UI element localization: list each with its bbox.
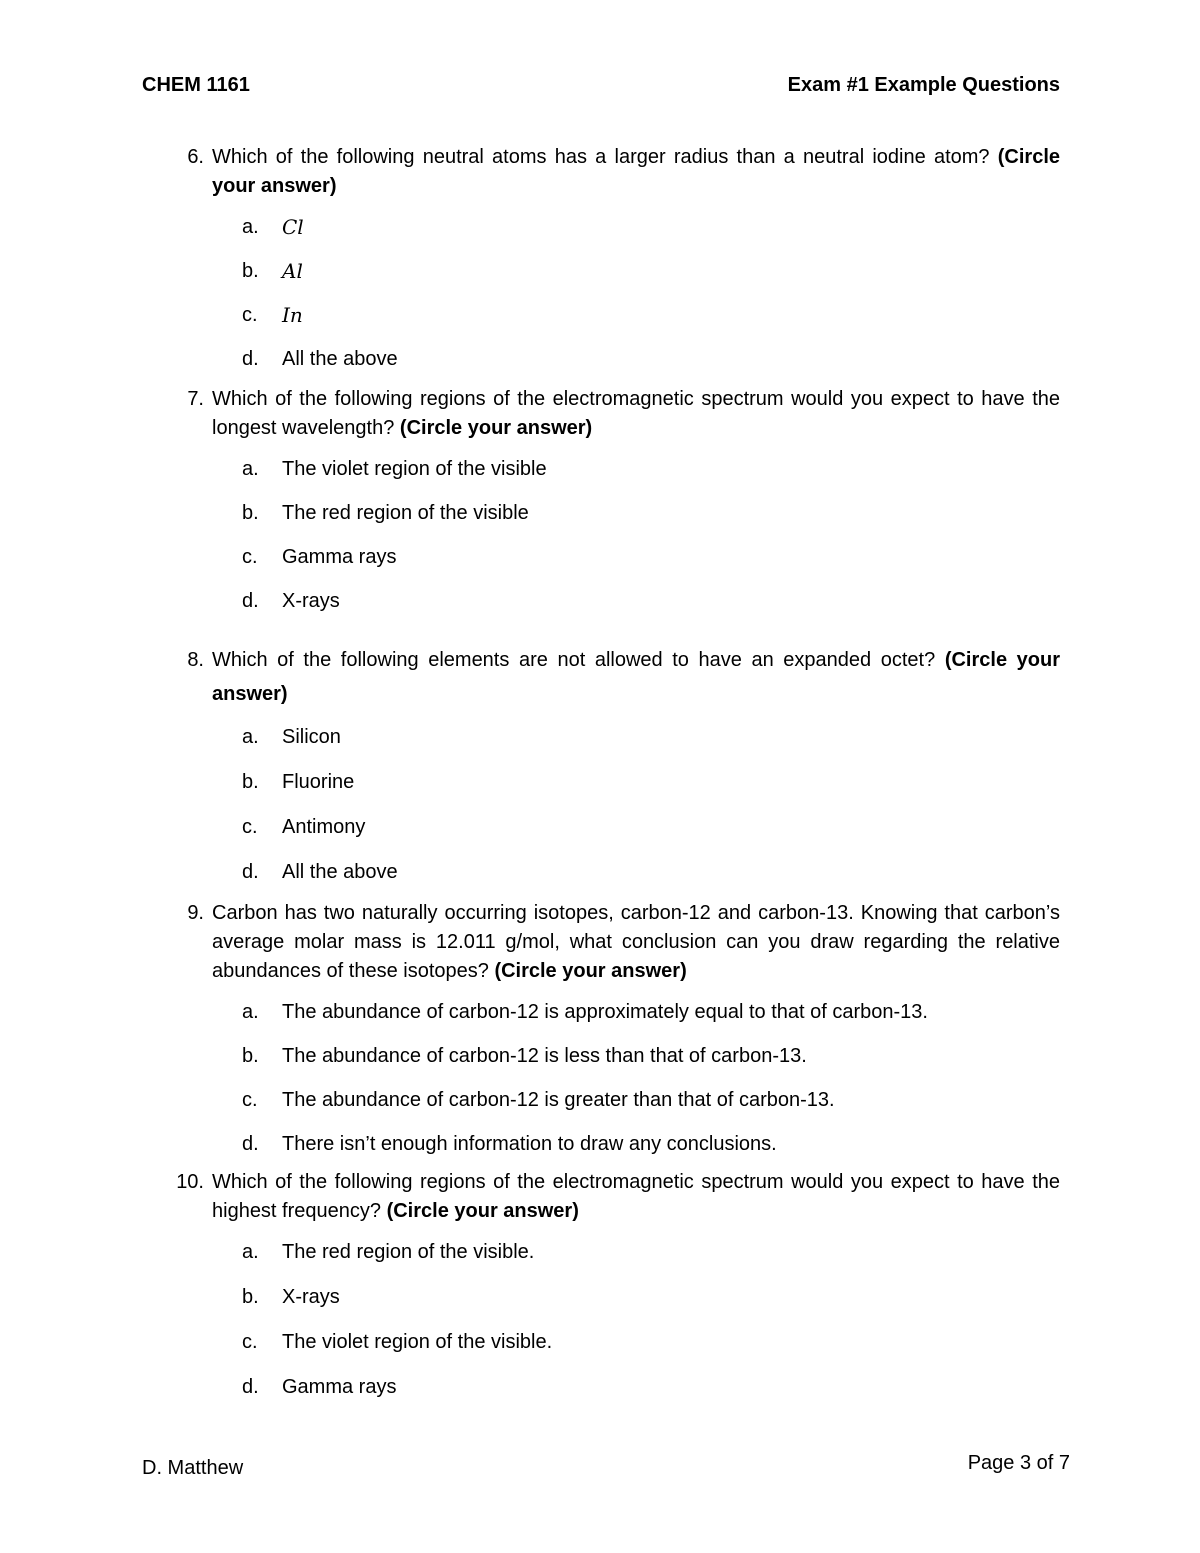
option-text: The violet region of the visible. — [282, 1331, 553, 1353]
option-text: X-rays — [282, 590, 340, 612]
option-letter: a. — [242, 1001, 259, 1023]
question-text: Which of the following regions of the electromagnetic spectrum would you expect to have the highest frequency? — [212, 1171, 1060, 1222]
option-a[interactable] — [142, 213, 1060, 242]
question-10 — [142, 1168, 1060, 1417]
option-letter: a. — [242, 216, 259, 238]
option-text: Silicon — [282, 726, 341, 748]
option-b[interactable] — [142, 768, 1060, 797]
question-8-prompt — [142, 643, 1060, 711]
question-6 — [142, 143, 1060, 389]
question-instruction: (Circle your answer) — [212, 146, 1061, 197]
option-letter: b. — [242, 1045, 259, 1067]
question-instruction: (Circle your answer) — [399, 417, 593, 439]
option-text: The violet region of the visible — [282, 458, 547, 480]
option-d[interactable] — [142, 1130, 1060, 1159]
option-text: X-rays — [282, 1286, 340, 1308]
option-letter: a. — [242, 458, 259, 480]
question-10-prompt — [142, 1168, 1060, 1226]
option-letter: d. — [242, 861, 259, 883]
question-number: 6. — [187, 146, 204, 168]
question-instruction: (Circle your answer) — [494, 960, 687, 982]
option-c[interactable] — [142, 543, 1060, 572]
option-d[interactable] — [142, 587, 1060, 616]
option-text: Gamma rays — [282, 546, 397, 568]
option-a[interactable] — [142, 723, 1060, 752]
question-number: 8. — [187, 649, 204, 671]
option-b[interactable] — [142, 1042, 1060, 1071]
option-text: Antimony — [282, 816, 366, 838]
option-letter: d. — [242, 1133, 259, 1155]
option-letter: a. — [242, 726, 259, 748]
option-d[interactable] — [142, 345, 1060, 374]
question-text: Which of the following regions of the electromagnetic spectrum would you expect to have the longest wavelength? — [212, 388, 1060, 439]
question-text: Carbon has two naturally occurring isotopes, carbon-12 and carbon-13. Knowing that carbon’s average molar mass is 12.011 g/mol, what conclusion can you draw regarding the relative abundances of these isotopes? — [212, 902, 1060, 982]
option-text: The red region of the visible. — [282, 1241, 535, 1263]
author-name: D. Matthew — [142, 1457, 244, 1479]
option-a[interactable] — [142, 1238, 1060, 1267]
option-letter: b. — [242, 771, 259, 793]
page-number: Page 3 of 7 — [967, 1452, 1070, 1474]
document-title: Exam #1 Example Questions — [787, 74, 1060, 96]
option-b[interactable] — [142, 1283, 1060, 1312]
question-text: Which of the following neutral atoms has a larger radius than a neutral iodine atom? — [212, 146, 990, 168]
question-number: 7. — [187, 388, 204, 410]
option-c[interactable] — [142, 301, 1060, 330]
option-c[interactable] — [142, 1086, 1060, 1115]
option-letter: d. — [242, 590, 259, 612]
options-list — [142, 213, 1060, 374]
options-list — [142, 723, 1060, 887]
option-text: The abundance of carbon-12 is greater than that of carbon-13. — [282, 1089, 835, 1111]
question-text: Which of the following elements are not allowed to have an expanded octet? — [212, 649, 936, 671]
option-a[interactable] — [142, 998, 1060, 1027]
question-7 — [142, 385, 1060, 631]
option-text: The abundance of carbon-12 is approximately equal to that of carbon-13. — [282, 1001, 928, 1023]
question-9 — [142, 899, 1060, 1174]
option-text: The red region of the visible — [282, 502, 529, 524]
options-list — [142, 998, 1060, 1159]
option-letter: b. — [242, 260, 259, 282]
option-letter: a. — [242, 1241, 259, 1263]
question-number: 9. — [187, 902, 204, 924]
option-text: Al — [282, 259, 303, 283]
options-list — [142, 455, 1060, 616]
option-a[interactable] — [142, 455, 1060, 484]
question-7-prompt — [142, 385, 1060, 443]
option-letter: c. — [242, 816, 258, 838]
question-8 — [142, 643, 1060, 902]
options-list — [142, 1238, 1060, 1402]
option-letter: b. — [242, 502, 259, 524]
question-9-prompt — [142, 899, 1060, 986]
question-instruction: (Circle your answer) — [386, 1200, 579, 1222]
option-letter: c. — [242, 304, 258, 326]
option-text: In — [282, 303, 303, 327]
option-text: Fluorine — [282, 771, 355, 793]
option-letter: d. — [242, 1376, 259, 1398]
option-text: All the above — [282, 861, 398, 883]
question-instruction: (Circle your answer) — [212, 649, 1060, 705]
option-d[interactable] — [142, 1373, 1060, 1402]
option-b[interactable] — [142, 499, 1060, 528]
option-c[interactable] — [142, 813, 1060, 842]
option-letter: c. — [242, 1331, 258, 1353]
option-letter: c. — [242, 546, 258, 568]
option-b[interactable] — [142, 257, 1060, 286]
question-6-prompt — [142, 143, 1060, 201]
option-text: The abundance of carbon-12 is less than that of carbon-13. — [282, 1045, 807, 1067]
option-d[interactable] — [142, 858, 1060, 887]
option-letter: d. — [242, 348, 259, 370]
option-letter: b. — [242, 1286, 259, 1308]
option-text: All the above — [282, 348, 398, 370]
option-text: Gamma rays — [282, 1376, 397, 1398]
question-number: 10. — [176, 1171, 204, 1193]
option-c[interactable] — [142, 1328, 1060, 1357]
option-letter: c. — [242, 1089, 258, 1111]
course-code: CHEM 1161 — [142, 74, 250, 96]
option-text: Cl — [282, 215, 304, 239]
option-text: There isn’t enough information to draw any conclusions. — [282, 1133, 777, 1155]
